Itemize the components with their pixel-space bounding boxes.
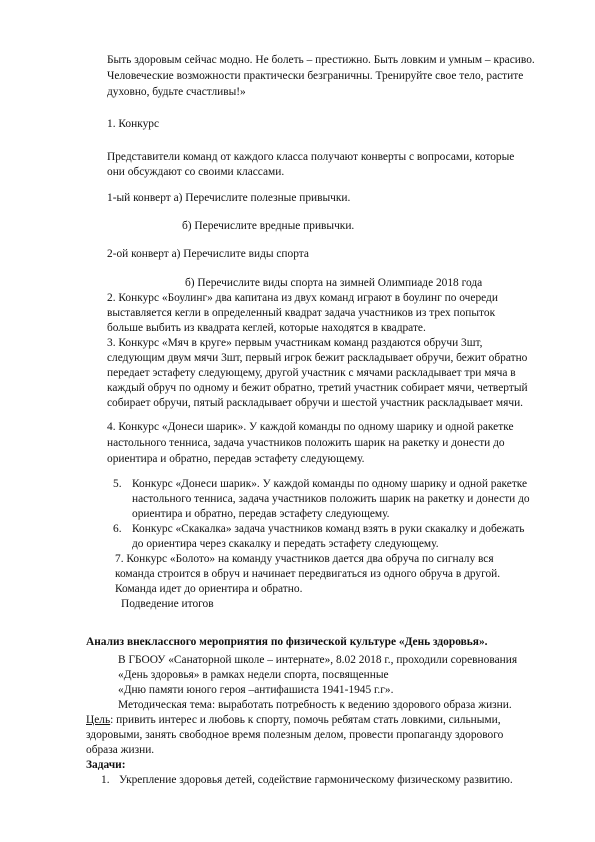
item-6-line-2: до ориентира через скакалку и передать эстафету следующему.	[132, 538, 439, 550]
contest-3-line-1: 3. Конкурс «Мяч в круге» первым участникам команд раздаются обручи 3шт,	[107, 337, 483, 349]
task-1-text: Укрепление здоровья детей, содействие гармоническому физическому развитию.	[119, 774, 513, 786]
item-5-line-1: Конкурс «Донеси шарик». У каждой команды по одному шарику и одной ракетке	[132, 478, 528, 490]
goal-line-1	[86, 714, 501, 727]
analysis-para-2: «День здоровья» в рамках недели спорта, посвященные	[118, 669, 389, 681]
list-number-6: 6.	[113, 523, 122, 535]
item-5-line-2: настольного тенниса, задача участников положить шарик на ракетку и донести до	[132, 493, 530, 505]
analysis-para-1: В ГБООУ «Санаторной школе – интернате», 8.02 2018 г., проходили соревнования	[118, 654, 518, 666]
contest-3-line-3: передает эстафету следующему, другой участник с мячами раскладывает три мяча в	[107, 367, 516, 379]
contest-3-line-4: каждый обруч по одному и бежит обратно, третий участник собирает мячи, четвертый	[107, 382, 528, 394]
goal-text: : привить интерес и любовь к спорту, помочь ребятам стать ловкими, сильными,	[110, 714, 501, 726]
envelope-1-a: 1-ый конверт а) Перечислите полезные привычки.	[107, 192, 351, 204]
goal-line-2: здоровыми, занять свободное время полезным делом, провести пропаганду здорового	[86, 729, 504, 741]
contest-2-line-3: больше выбить из квадрата кеглей, которые находятся в квадрате.	[107, 322, 426, 334]
analysis-para-3: «Дню памяти юного героя –антифашиста 1941-1945 г.г».	[118, 684, 394, 696]
task-1-number: 1.	[101, 774, 110, 786]
analysis-title: Анализ внеклассного мероприятия по физической культуре «День здоровья».	[86, 636, 488, 648]
contest-1-desc-1: Представители команд от каждого класса получают конверты с вопросами, которые	[107, 151, 515, 163]
item-7-line-3: Команда идет до ориентира и обратно.	[115, 583, 303, 595]
contest-2-line-1: 2. Конкурс «Боулинг» два капитана из двух команд играют в боулинг по очереди	[107, 292, 498, 304]
contest-4-line-3: ориентира и обратно, передав эстафету следующему.	[107, 453, 365, 465]
contest-3-line-2: следующим двум мячи 3шт, первый игрок бежит раскладывает обручи, бежит обратно	[107, 352, 528, 364]
item-6-line-1: Конкурс «Скакалка» задача участников команд взять в руки скакалку и добежать	[132, 523, 525, 535]
contest-1-heading: 1. Конкурс	[107, 118, 160, 130]
contest-3-line-5: собирает обручи, пятый раскладывает обручи и шестой участник раскладывает мячи.	[107, 397, 524, 409]
item-7-line-1: 7. Конкурс «Болото» на команду участников дается два обруча по сигналу вся	[115, 553, 494, 565]
summary-line: Подведение итогов	[121, 598, 214, 610]
contest-2-line-2: выставляется кегли в определенный квадрат задача участников из трех попыток	[107, 307, 496, 319]
contest-4-line-2: настольного тенниса, задача участников положить шарик на ракетку и донести до	[107, 437, 505, 449]
envelope-2-a: 2-ой конверт а) Перечислите виды спорта	[107, 248, 309, 260]
goal-line-3: образа жизни.	[86, 744, 155, 756]
intro-line-3: духовно, будьте счастливы!»	[107, 86, 246, 98]
intro-line-2: Человеческие возможности практически безграничны. Тренируйте свое тело, растите	[107, 70, 524, 82]
list-number-5: 5.	[113, 478, 122, 490]
contest-4-line-1: 4. Конкурс «Донеси шарик». У каждой команды по одному шарику и одной ракетке	[107, 421, 514, 433]
tasks-label: Задачи:	[86, 759, 126, 771]
intro-line-1: Быть здоровым сейчас модно. Не болеть – престижно. Быть ловким и умным – красиво.	[107, 54, 535, 66]
envelope-1-b: б) Перечислите вредные привычки.	[182, 220, 355, 232]
goal-label: Цель	[86, 714, 111, 726]
item-5-line-3: ориентира и обратно, передав эстафету следующему.	[132, 508, 390, 520]
item-7-line-2: команда строится в обруч и начинает передвигаться из одного обруча в другой.	[115, 568, 501, 580]
method-theme: Методическая тема: выработать потребность к ведению здорового образа жизни.	[118, 699, 512, 711]
contest-1-desc-2: они обсуждают со своими классами.	[107, 166, 285, 178]
envelope-2-b: б) Перечислите виды спорта на зимней Олимпиаде 2018 года	[185, 277, 483, 289]
